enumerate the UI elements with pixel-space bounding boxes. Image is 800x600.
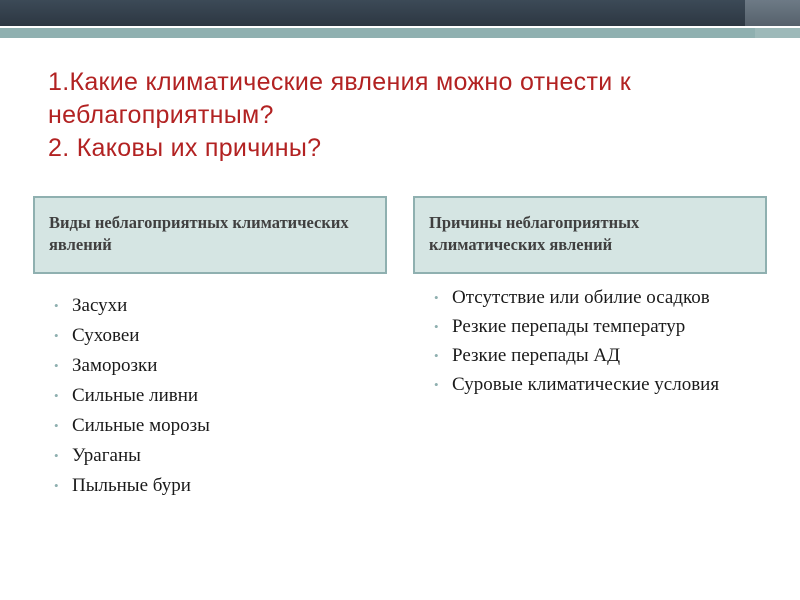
bullet-icon: • [54,388,59,403]
list-item: • Резкие перепады АД [432,342,772,370]
slide-title [48,66,768,165]
right-header-text: Причины неблагоприятных климатических явлений [429,213,640,254]
bullet-icon: • [54,298,59,313]
accent-rule [0,28,800,38]
title-line: 1.Какие климатические явления можно отнести к [48,68,631,96]
list-item: • Отсутствие или обилие осадков [432,284,772,312]
list-item: • Сильные морозы [52,411,372,441]
left-bullet-list [52,291,372,501]
bullet-icon: • [434,377,439,392]
bullet-icon: • [54,418,59,433]
bullet-icon: • [54,328,59,343]
bullet-icon: • [434,319,439,334]
left-header-text: Виды неблагоприятных климатических явлений [49,213,349,254]
list-item: • Суровые климатические условия [432,371,772,399]
title-line: неблагоприятным? [48,101,274,129]
bullet-icon: • [54,448,59,463]
right-column-header [413,196,767,274]
top-bar-accent [745,0,800,26]
list-item: • Суховеи [52,321,372,351]
title-line: 2. Каковы их причины? [48,134,322,162]
top-bar [0,0,800,26]
list-item: • Сильные ливни [52,381,372,411]
list-item: • Засухи [52,291,372,321]
left-column-header [33,196,387,274]
right-bullet-list [432,284,772,400]
list-item: • Заморозки [52,351,372,381]
bullet-icon: • [54,358,59,373]
list-item: • Пыльные бури [52,471,372,501]
bullet-icon: • [54,478,59,493]
bullet-icon: • [434,348,439,363]
accent-rule-tail [755,28,800,38]
list-item: • Ураганы [52,441,372,471]
bullet-icon: • [434,290,439,305]
list-item: • Резкие перепады температур [432,313,772,341]
